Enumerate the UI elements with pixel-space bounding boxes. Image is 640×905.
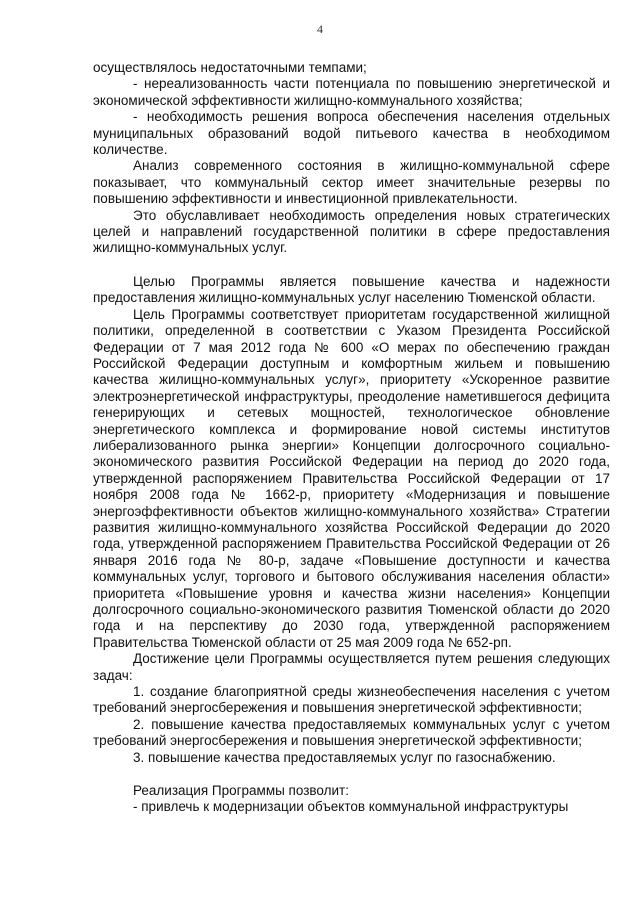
list-item-dash: - необходимость решения вопроса обеспечения населения отдельных муниципальных образований водой питьевого качества в необходимом количестве. xyxy=(93,109,610,158)
paragraph-gap xyxy=(93,257,610,274)
list-item-numbered: 1. создание благоприятной среды жизнеобеспечения населения с учетом требований энергосбережения и повышения энергетической эффективности; xyxy=(93,684,610,716)
paragraph-goal-alignment: Цель Программы соответствует приоритетам государственной жилищной политики, определенной в соответствии с Указом Президента Российской Федерации от 7 мая 2012 года № 600 «О мерах по обеспечению граждан Российской Федерации доступным и комфортным жильем и повышению качества жилищно-коммунальных услуг», приоритету «Ускоренное развитие электроэнергетической инфраструктуры, преодоление наметившегося дефицита генерирующих и сетевых мощностей, технологическое обновление энергетического комплекса и формирование новой системы институтов либерализованного рынка энергии» Концепции долгосрочного социально-экономического развития Российской Федерации на период до 2020 года, утвержденной распоряжением Правительства Российской Федерации от 17 ноября 2008 года № 1662-р, приоритету «Модернизация и повышение энергоэффективности объектов жилищно-коммунального хозяйства» Стратегии развития жилищно-коммунального хозяйства Российской Федерации до 2020 года, утвержденной распоряжением Правительства Российской Федерации от 26 января 2016 года № 80-р, задаче «Повышение доступности и качества коммунальных услуг, торгового и бытового обслуживания населения области» приоритета «Повышение уровня и качества жизни населения» Концепции долгосрочного социально-экономического развития Тюменской области до 2020 года и на перспективу до 2030 года, утвержденной распоряжением Правительства Тюменской области от 25 мая 2009 года № 652-рп. xyxy=(93,306,610,650)
paragraph-tasks-intro: Достижение цели Программы осуществляется путем решения следующих задач: xyxy=(93,651,610,683)
paragraph-outcomes-intro: Реализация Программы позволит: xyxy=(133,783,349,799)
list-item-dash: - привлечь к модернизации объектов коммунальной инфраструктуры xyxy=(133,799,569,815)
document-body xyxy=(93,60,610,816)
paragraph-continuation: осуществлялось недостаточными темпами; xyxy=(93,60,367,75)
paragraph: Анализ современного состояния в жилищно-коммунальной сфере показывает, что коммунальный сектор имеет значительные резервы по повышению эффективности и инвестиционной привлекательности. xyxy=(93,158,610,207)
list-item-numbered: 2. повышение качества предоставляемых коммунальных услуг с учетом требований энергосбережения и повышения энергетической эффективности; xyxy=(93,716,610,749)
list-item-numbered: 3. повышение качества предоставляемых услуг по газоснабжению. xyxy=(133,749,556,765)
list-item-dash: - нереализованность части потенциала по повышению энергетической и экономической эффективности жилищно-коммунального хозяйства; xyxy=(93,76,610,108)
paragraph-goal: Целью Программы является повышение качества и надежности предоставления жилищно-коммунальных услуг населению Тюменской области. xyxy=(93,273,610,306)
paragraph-gap xyxy=(93,766,610,783)
paragraph: Это обуславливает необходимость определения новых стратегических целей и направлений государственной политики в сфере предоставления жилищно-коммунальных услуг. xyxy=(93,207,610,256)
page-number: 4 xyxy=(317,22,323,36)
